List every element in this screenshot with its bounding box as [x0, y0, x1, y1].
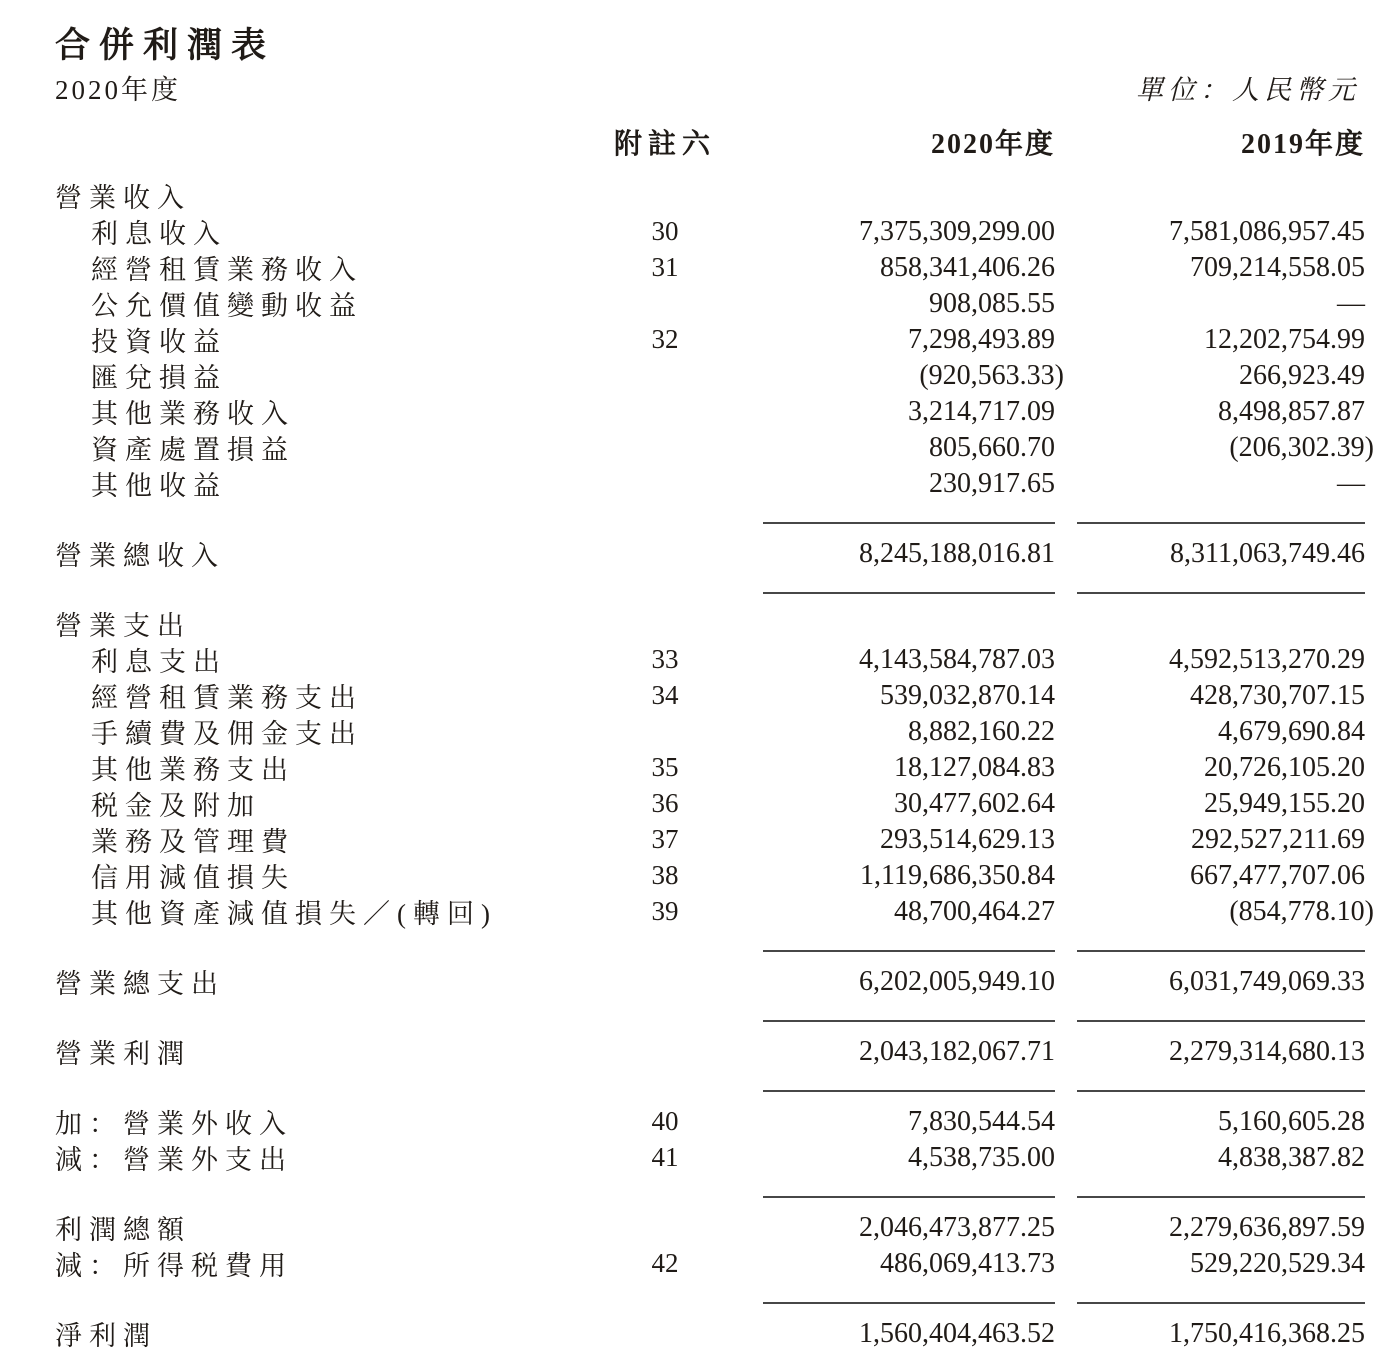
column-rule-2019 — [1077, 1020, 1365, 1022]
row-label: 其他業務支出 — [91, 755, 295, 785]
rule-2019-cell — [1055, 1280, 1365, 1312]
value-2019-cell: 428,730,707.15 — [1190, 679, 1365, 711]
rule-2020-cell — [730, 928, 1055, 960]
row-label: 經營租賃業務收入 — [91, 255, 363, 285]
value-2020-cell: 4,143,584,787.03 — [859, 643, 1055, 675]
value-2019-cell: 8,311,063,749.46 — [1170, 537, 1365, 569]
row-label: 營業利潤 — [55, 1039, 191, 1069]
row-label: 手續費及佣金支出 — [91, 719, 363, 749]
closing-double-rule-row — [55, 1350, 1360, 1370]
note-cell: 38 — [651, 860, 679, 890]
row-label: 信用減值損失 — [91, 863, 295, 893]
value-2020-cell: 2,046,473,877.25 — [859, 1211, 1055, 1243]
column-rule-2020 — [763, 950, 1055, 952]
value-2019-cell: 1,750,416,368.25 — [1169, 1317, 1365, 1349]
note-cell: 34 — [651, 680, 679, 710]
rule-2020-cell — [730, 1068, 1055, 1100]
value-2019-cell: 7,581,086,957.45 — [1169, 215, 1365, 247]
statement-row — [55, 712, 1365, 749]
value-2019-cell: 8,498,857.87 — [1218, 395, 1365, 427]
value-2020-cell: 539,032,870.14 — [880, 679, 1055, 711]
column-header-note: 附註六 — [613, 129, 716, 160]
statement-row — [55, 820, 1365, 857]
row-label: 利潤總額 — [55, 1215, 191, 1245]
row-label: 税金及附加 — [91, 791, 261, 821]
value-2020-cell: 1,560,404,463.52 — [859, 1317, 1055, 1349]
row-label: 營業收入 — [55, 183, 191, 213]
value-2019-cell — [1055, 895, 1374, 928]
value-2020-cell: 8,245,188,016.81 — [859, 537, 1055, 569]
separator-rule-row — [55, 1280, 1360, 1304]
note-cell: 36 — [651, 788, 679, 818]
statement-row — [55, 784, 1365, 821]
value-2019-cell: 20,726,105.20 — [1204, 751, 1365, 783]
statement-table — [55, 176, 1374, 1370]
value-2020-cell: 7,830,544.54 — [908, 1105, 1055, 1137]
note-cell: 40 — [651, 1106, 679, 1136]
value-2020-cell: 1,119,686,350.84 — [860, 859, 1055, 891]
statement-period: 2020年度 — [55, 75, 181, 105]
rule-2020-cell — [730, 570, 1055, 602]
statement-row — [55, 1138, 1365, 1175]
statement-row — [55, 892, 1374, 929]
row-label: 營業支出 — [55, 611, 191, 641]
column-rule-2020 — [763, 522, 1055, 524]
statement-row — [55, 1208, 1365, 1245]
value-2019-cell: 292,527,211.69 — [1191, 823, 1365, 855]
statement-row — [55, 248, 1365, 285]
page-title: 合併利潤表 — [55, 26, 276, 65]
separator-rule-row — [55, 570, 1360, 594]
value-2019-cell-text: (206,302.39) — [1229, 431, 1374, 463]
column-rule-2020 — [763, 1090, 1055, 1092]
value-2019-cell: — — [1337, 287, 1365, 319]
row-label: 減：營業外支出 — [55, 1145, 293, 1175]
statement-row — [55, 640, 1365, 677]
value-2020-cell: 30,477,602.64 — [894, 787, 1055, 819]
currency-unit-note: 單位：人民幣元 — [1136, 75, 1360, 105]
statement-row — [55, 856, 1365, 893]
value-2019-cell: 529,220,529.34 — [1190, 1247, 1365, 1279]
row-label: 營業總收入 — [55, 541, 225, 571]
rule-2019-cell — [1055, 1174, 1365, 1206]
value-2020-cell: 805,660.70 — [929, 431, 1055, 463]
value-2020-cell: 6,202,005,949.10 — [859, 965, 1055, 997]
row-label: 營業總支出 — [55, 969, 225, 999]
note-cell: 32 — [651, 324, 679, 354]
statement-row — [55, 534, 1365, 571]
separator-rule-row — [55, 998, 1360, 1022]
column-header-2020: 2020年度 — [930, 129, 1055, 160]
value-2019-cell: 667,477,707.06 — [1190, 859, 1365, 891]
column-rule-2019 — [1077, 1302, 1365, 1304]
value-2019-cell: 25,949,155.20 — [1204, 787, 1365, 819]
subtitle-row — [55, 68, 1360, 105]
row-label: 利息支出 — [91, 647, 227, 677]
note-cell: 30 — [651, 216, 679, 246]
column-rule-2019 — [1077, 522, 1365, 524]
row-label: 其他資產減值損失／(轉回) — [91, 899, 497, 929]
column-rule-2020 — [763, 1020, 1055, 1022]
value-2019-cell: 6,031,749,069.33 — [1169, 965, 1365, 997]
rule-2019-cell — [1055, 570, 1365, 602]
value-2019-cell: 5,160,605.28 — [1218, 1105, 1365, 1137]
section-header-row — [55, 604, 1360, 640]
statement-row — [55, 464, 1365, 501]
statement-row — [55, 1244, 1365, 1281]
value-2020-cell: 486,069,413.73 — [880, 1247, 1055, 1279]
statement-row — [55, 962, 1365, 999]
row-label: 資產處置損益 — [91, 435, 295, 465]
row-label: 減：所得税費用 — [55, 1251, 293, 1281]
column-rule-2019 — [1077, 1196, 1365, 1198]
rule-2019-cell — [1055, 1068, 1365, 1100]
note-cell: 42 — [651, 1248, 679, 1278]
note-cell: 31 — [651, 252, 679, 282]
value-2019-cell: 4,592,513,270.29 — [1169, 643, 1365, 675]
section-header-row — [55, 176, 1360, 212]
row-label: 利息收入 — [91, 219, 227, 249]
row-label: 公允價值變動收益 — [91, 291, 363, 321]
rule-2019-cell — [1055, 928, 1365, 960]
column-rule-2019 — [1077, 592, 1365, 594]
value-2019-cell: 4,838,387.82 — [1218, 1141, 1365, 1173]
statement-row — [55, 676, 1365, 713]
row-label: 加：營業外收入 — [55, 1109, 293, 1139]
value-2019-cell: 266,923.49 — [1239, 359, 1365, 391]
row-label: 其他業務收入 — [91, 399, 295, 429]
row-label: 其他收益 — [91, 471, 227, 501]
statement-row — [55, 1102, 1365, 1139]
value-2020-cell-text: (920,563.33) — [919, 359, 1064, 391]
value-2020-cell: 18,127,084.83 — [894, 751, 1055, 783]
statement-row — [55, 356, 1365, 393]
statement-row — [55, 1314, 1365, 1351]
value-2020-cell: 858,341,406.26 — [880, 251, 1055, 283]
column-header-2019: 2019年度 — [1240, 129, 1365, 160]
statement-row — [55, 284, 1365, 321]
value-2020-cell: 3,214,717.09 — [908, 395, 1055, 427]
separator-rule-row — [55, 928, 1360, 952]
value-2020-cell: 48,700,464.27 — [894, 895, 1055, 927]
value-2020-cell — [730, 359, 1064, 392]
value-2019-cell: 4,679,690.84 — [1218, 715, 1365, 747]
rule-2020-cell — [730, 1174, 1055, 1206]
value-2019-cell: 12,202,754.99 — [1204, 323, 1365, 355]
note-cell: 41 — [651, 1142, 679, 1172]
statement-row — [55, 320, 1365, 357]
value-2019-cell: 2,279,636,897.59 — [1169, 1211, 1365, 1243]
row-label: 匯兌損益 — [91, 363, 227, 393]
column-rule-2020 — [763, 1302, 1055, 1304]
value-2020-cell: 230,917.65 — [929, 467, 1055, 499]
column-rule-2020 — [763, 592, 1055, 594]
separator-rule-row — [55, 500, 1360, 524]
column-rule-2019 — [1077, 1090, 1365, 1092]
row-label: 業務及管理費 — [91, 827, 295, 857]
rule-2019-cell — [1055, 998, 1365, 1030]
value-2020-cell: 293,514,629.13 — [880, 823, 1055, 855]
note-cell: 33 — [651, 644, 679, 674]
value-2019-cell: 2,279,314,680.13 — [1169, 1035, 1365, 1067]
separator-rule-row — [55, 1174, 1360, 1198]
value-2020-cell: 7,375,309,299.00 — [859, 215, 1055, 247]
statement-row — [55, 748, 1365, 785]
value-2019-cell — [1055, 431, 1374, 464]
value-2019-cell: 709,214,558.05 — [1190, 251, 1365, 283]
column-rule-2020 — [763, 1196, 1055, 1198]
statement-row — [55, 212, 1365, 249]
statement-row — [55, 392, 1365, 429]
value-2020-cell: 908,085.55 — [929, 287, 1055, 319]
row-label: 淨利潤 — [55, 1321, 157, 1351]
statement-row — [55, 428, 1374, 465]
note-cell: 35 — [651, 752, 679, 782]
column-header-row — [55, 122, 1365, 160]
note-cell: 37 — [651, 824, 679, 854]
value-2020-cell: 8,882,160.22 — [908, 715, 1055, 747]
rule-2020-cell — [730, 500, 1055, 532]
value-2020-cell: 7,298,493.89 — [908, 323, 1055, 355]
statement-row — [55, 1032, 1365, 1069]
row-label: 投資收益 — [91, 327, 227, 357]
value-2019-cell: — — [1337, 467, 1365, 499]
column-rule-2019 — [1077, 950, 1365, 952]
rule-2019-cell — [1055, 500, 1365, 532]
value-2020-cell: 4,538,735.00 — [908, 1141, 1055, 1173]
value-2020-cell: 2,043,182,067.71 — [859, 1035, 1055, 1067]
separator-rule-row — [55, 1068, 1360, 1092]
rule-2020-cell — [730, 998, 1055, 1030]
note-cell: 39 — [651, 896, 679, 926]
value-2019-cell-text: (854,778.10) — [1229, 895, 1374, 927]
row-label: 經營租賃業務支出 — [91, 683, 363, 713]
rule-2020-cell — [730, 1280, 1055, 1312]
